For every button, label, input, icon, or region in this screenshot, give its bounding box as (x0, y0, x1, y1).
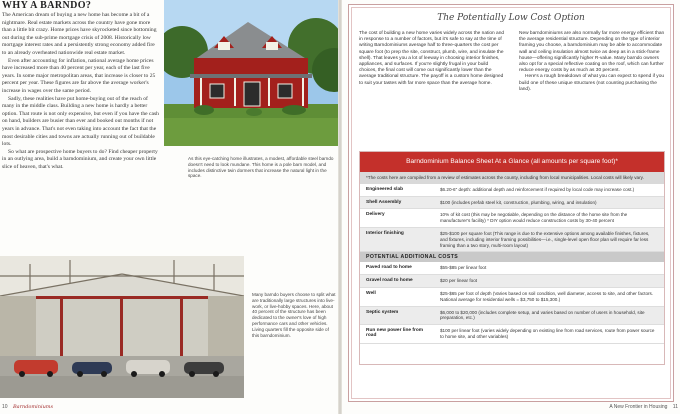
page-number: 10 (2, 404, 8, 410)
row-label: Well (366, 290, 376, 296)
additional-costs-header: POTENTIAL ADDITIONAL COSTS (360, 252, 664, 262)
table-row (360, 275, 664, 288)
barn-photo-caption: Many barndo buyers choose to split what are traditionally large structures into live-work, or live-hobby spaces. Here, about 40 percent of the structure has been dedicated to the owner's love of high performance cars and other vehicles. Living quarters fill the opposite side of this barndominium. (252, 292, 336, 338)
table-row (360, 228, 664, 252)
running-title: Barndominiums (12, 404, 54, 410)
sidebar-column-1 (359, 31, 507, 87)
row-value: $6.20-6" depth: additional depth and reinforcement if required by local code may increase cost.) (440, 186, 635, 192)
row-value: $25-$100 per square foot (This range is due to the extensive options among available finishes, fixtures, and fixtures, including interior framing possibilities—i.e., single-level open floor plan will require far less framing than a two story, multi-room layout) (440, 230, 650, 248)
paragraph: Even after accounting for inflation, national average home prices have increased more than 40 percent per year, each of the last five years. In some major metropolitan areas, that increase is closer to 25 percent per year. These figures are far above the average worker's increase in wages over the same period. (2, 57, 156, 94)
row-value: $100 per linear foot (varies widely depending on existing line from road services, route from power source to home site, and other variables) (440, 328, 655, 339)
right-page (342, 0, 680, 414)
barn-interior-photo (0, 256, 244, 398)
paragraph: New barndominiums are also normally far more energy efficient than the average residential structure. Depending on the type of interior framing you choose, a barndominium may be able to accommodate wall and ceiling insulation almost twice as deep as in a stick-frame house—offering significantly higher R-value. Many barndo owners also opt for a special reflective coating on the roof, which can further reduce energy costs by as much as 30 percent. (519, 31, 665, 74)
right-footer (609, 404, 678, 410)
left-footer (2, 404, 53, 410)
table-note: *The costs here are compiled from a review of estimates across the county, including from local municipalities. Local costs will likely vary. (360, 172, 664, 184)
paragraph: Here's a rough breakdown of what you can expect to spend if you build one of these unique structures (not counting purchasing the land). (519, 74, 665, 92)
paragraph: The American dream of buying a new home has become a bit of a nightmare. Real estate markets across the country have gone more than a little bit crazy. Home prices have skyrocketed since bottoming out during the sub-prime mortgage crisis of 2008. Historically low mortgage interest rates and a persistently strong economy added fire to an already overheated nationwide real estate market. (2, 12, 157, 56)
row-label: Engineered slab (366, 186, 404, 192)
article-body (2, 12, 160, 171)
row-label: Gravel road to home (366, 278, 413, 284)
table-row (360, 209, 664, 228)
paragraph: So what are prospective home buyers to do? Find cheaper property in an outlying area, build a barndominium, and create your own little slice of heaven, that's what. (2, 148, 158, 170)
house-photo-caption: As this eye-catching home illustrates, a modest, affordable steel barndo doesn't need to look mundane. This home is a pole barn model, and includes distinctive twin dormers that increase the natural light in the space. (188, 156, 334, 179)
table-row (360, 262, 664, 275)
row-value: $55-$85 per linear foot (440, 265, 487, 271)
table-row (360, 307, 664, 326)
row-value: $25-$65 per foot of depth (Varies based on soil condition, well diameter, access to site, and other factors. National average for residential wells = $3,750 to $15,300.) (440, 290, 654, 302)
barndo-house-photo (164, 0, 338, 146)
row-value: $6,000 to $20,000 (includes complete setup, and varies based on number of users in household, site preparation, etc.) (440, 309, 645, 321)
row-value: $20 per linear foot (440, 278, 478, 284)
row-label: Run new power line from road (366, 328, 424, 339)
row-label: Delivery (366, 212, 385, 218)
table-row (360, 197, 664, 210)
paragraph: The cost of building a new home varies widely across the nation and in response to a number of factors, but it's safe to say at the time of writing Barndominiums average half to three-quarters the cost per square foot (to prep the site, construct, plumb, wire, and insulate the shell). That leaves you a lot of leeway in choosing interior finishes, appliances, and surfaces. If you're slightly frugal in your build choices, the final cost will come out significantly lower than the average traditional structure. The payoff is a custom home designed to suit your tastes with far more space than the average home. (359, 31, 505, 86)
row-value: 10% of kit cost (this may be negotiable, depending on the distance of the home site from the manufacturer's facility) * DIY option would reduce construction costs by 30-40 percent (440, 212, 628, 224)
balance-sheet-table (359, 151, 665, 365)
row-label: Septic system (366, 309, 399, 315)
sidebar-column-2 (519, 31, 667, 93)
row-value: $100 (includes prefab steel kit, construction, plumbing, wiring, and insulation) (440, 199, 597, 205)
page-heading: WHY A BARNDO? (2, 0, 92, 11)
running-title: A New Frontier in Housing (609, 404, 668, 410)
sidebar-title: The Potentially Low Cost Option (437, 13, 585, 23)
table-title: Barndominium Balance Sheet At a Glance (all amounts per square foot)* (360, 152, 664, 172)
table-row (360, 325, 664, 344)
row-label: Paved road to home (366, 265, 412, 271)
sidebar-box (348, 4, 674, 402)
table-row (360, 184, 664, 197)
row-label: Interior finishing (366, 230, 404, 236)
paragraph: Sadly, these realities have put home-buying out of the reach of many in the middle class. Building a new home is hardly a better option. That route is not only expensive, but even if you have the cash on hand, builders are busier than ever and booked out months if not years in advance. That's not even taking into account the fact that the most desirable cities and towns are actually running out of buildable lots. (2, 95, 159, 148)
table-row (360, 288, 664, 307)
row-label: Shell Assembly (366, 199, 402, 205)
page-number: 11 (672, 404, 678, 410)
